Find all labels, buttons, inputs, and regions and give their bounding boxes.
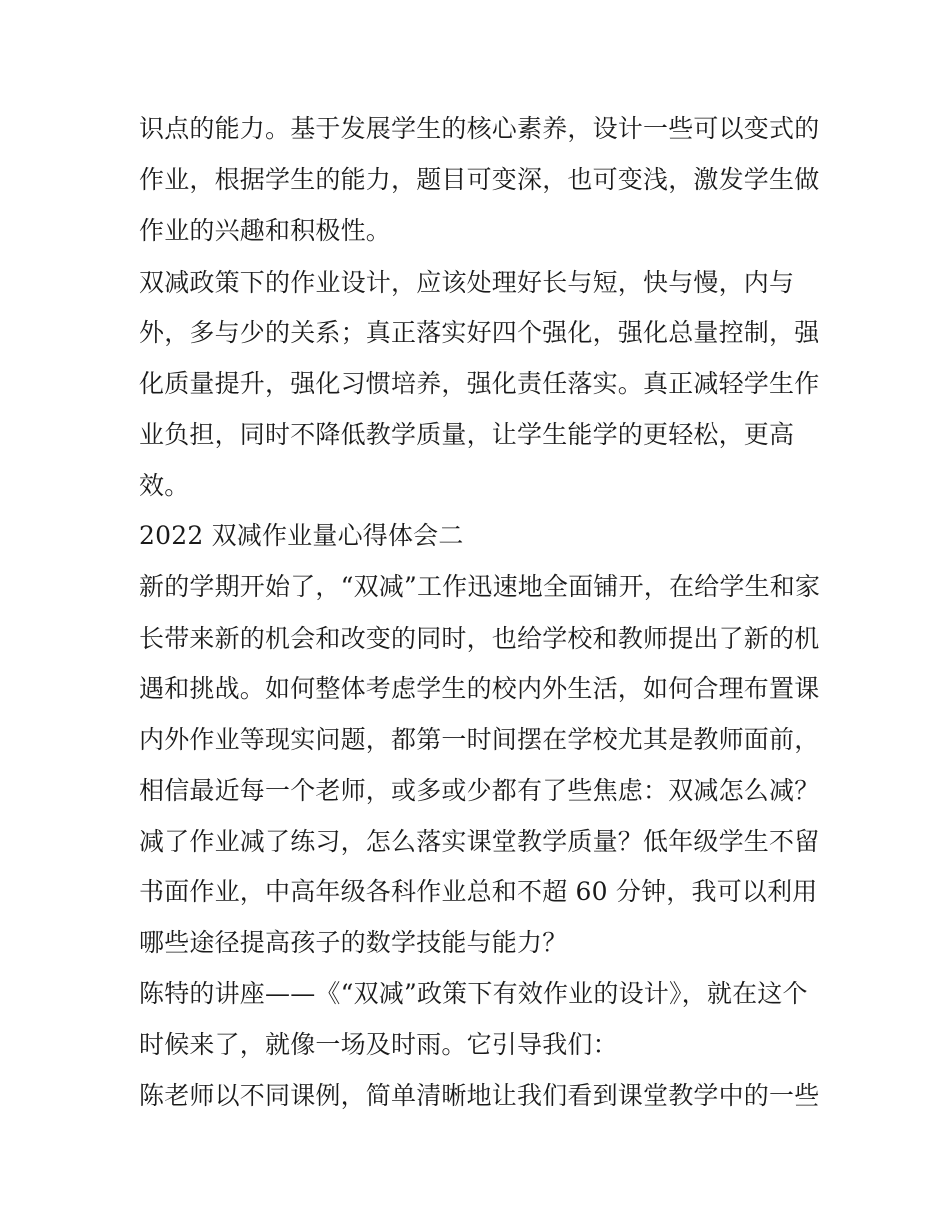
text-line: 陈老师以不同课例，简单清晰地让我们看到课堂教学中的一些 [139,1081,820,1110]
text-line: 作业，根据学生的能力，题目可变深，也可变浅，激发学生做 [139,165,820,194]
text-line: 遇和挑战。如何整体考虑学生的校内外生活，如何合理布置课 [139,674,820,703]
text-line: 效。 [139,471,190,500]
text-line: 外，多与少的关系；真正落实好四个强化，强化总量控制，强 [139,318,820,347]
section-heading: 2022 双减作业量心得体会二 [139,521,464,550]
text-line: 识点的能力。基于发展学生的核心素养，设计一些可以变式的 [139,114,820,143]
text-line: 陈特的讲座——《“双减”政策下有效作业的设计》，就在这个 [139,979,808,1008]
text-line: 时候来了，就像一场及时雨。它引导我们： [139,1030,618,1059]
text-line: 新的学期开始了，“双减”工作迅速地全面铺开，在给学生和家 [139,572,821,601]
text-line: 内外作业等现实问题，都第一时间摆在学校尤其是教师面前， [139,725,820,754]
text-line: 业负担，同时不降低教学质量，让学生能学的更轻松，更高 [139,420,795,449]
text-line: 作业的兴趣和积极性。 [139,216,392,245]
text-line: 书面作业，中高年级各科作业总和不超 60 分钟，我可以利用 [139,877,818,906]
text-line: 相信最近每一个老师，或多或少都有了些焦虑：双减怎么减？ [139,776,820,805]
text-line: 减了作业减了练习，怎么落实课堂教学质量？低年级学生不留 [139,827,820,856]
text-line: 双减政策下的作业设计，应该处理好长与短，快与慢，内与 [139,268,795,297]
text-line: 化质量提升，强化习惯培养，强化责任落实。真正减轻学生作 [139,369,820,398]
text-line: 长带来新的机会和改变的同时，也给学校和教师提出了新的机 [139,624,820,653]
text-line: 哪些途径提高孩子的数学技能与能力？ [139,928,568,957]
